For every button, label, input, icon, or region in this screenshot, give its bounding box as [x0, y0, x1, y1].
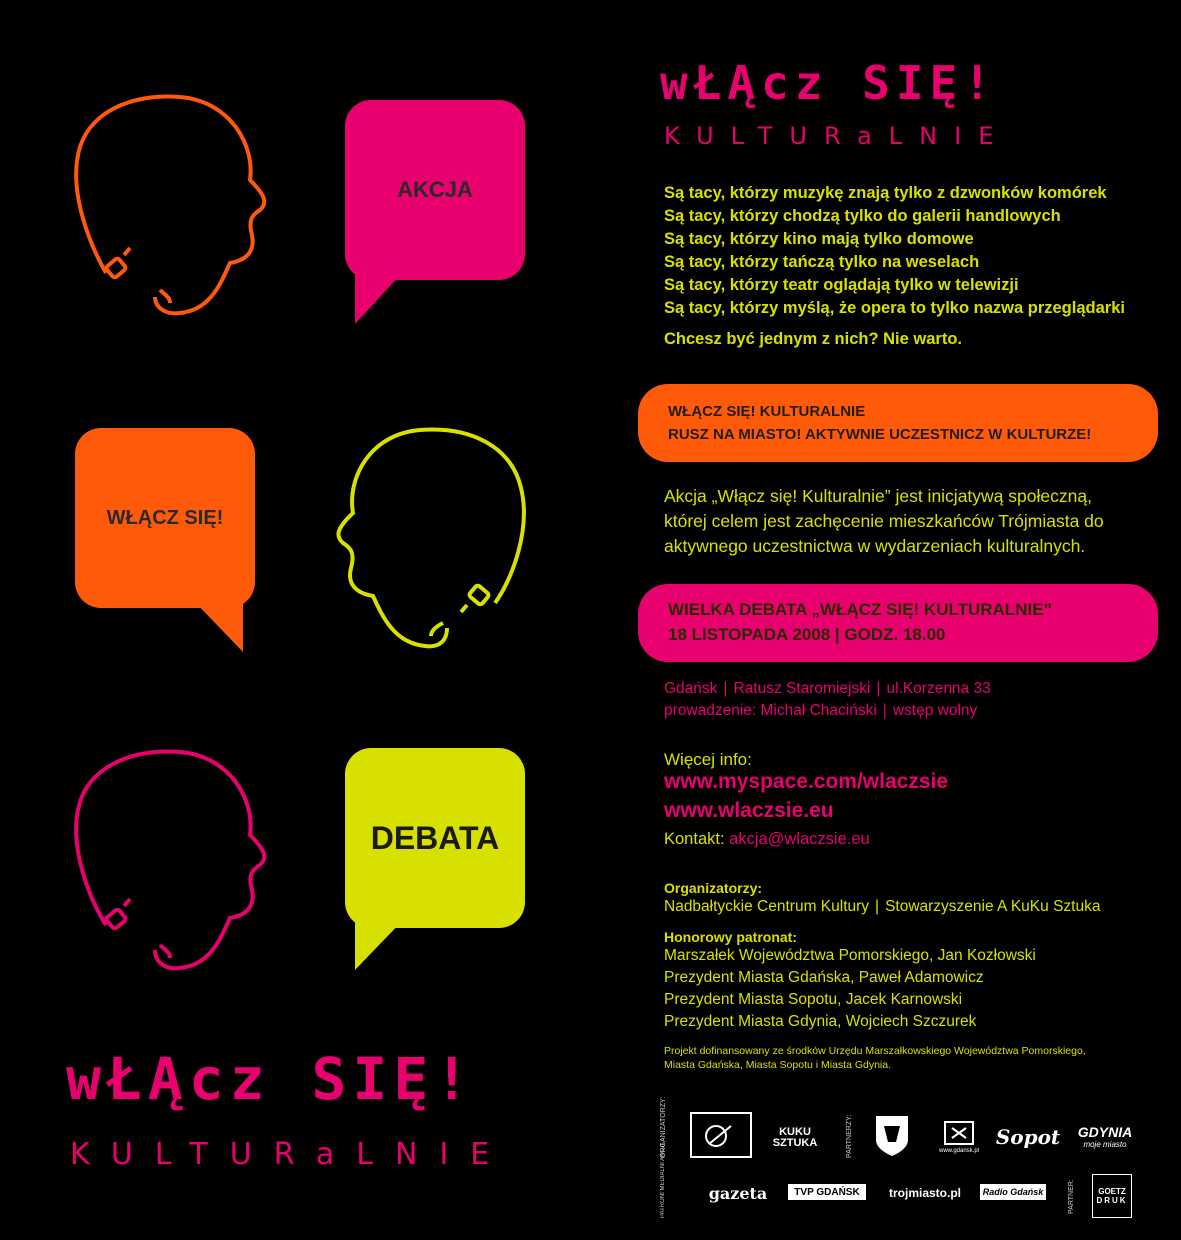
gazeta-logo: gazeta [708, 1183, 768, 1203]
logo-title-bottom: wŁĄcz SIĘ! [66, 1045, 476, 1113]
gdynia-sub: moje miasto [1083, 1139, 1127, 1149]
funding-note [664, 1044, 1086, 1072]
contact [664, 830, 870, 849]
intro-line: Są tacy, którzy myślą, że opera to tylko nazwa przeglądarki [664, 299, 1125, 317]
debate-title: WIELKA DEBATA „WŁĄCZ SIĘ! KULTURALNIE” [668, 600, 1053, 619]
label-organizatorzy: ORGANIZATORZY: [660, 1096, 667, 1158]
gdynia-label: GDYNIA [1077, 1123, 1133, 1140]
slogan-line-1: WŁĄCZ SIĘ! KULTURALNIE [668, 403, 866, 420]
contact-email-link[interactable]: akcja@wlaczsie.eu [729, 830, 870, 848]
link-website[interactable]: www.wlaczsie.eu [664, 799, 834, 822]
description-line: aktywnego uczestnictwa w wydarzeniach kulturalnych. [664, 536, 1086, 556]
logo-title-top: wŁĄcz SIĘ! [660, 56, 997, 110]
patron-item: Marszałek Województwa Pomorskiego, Jan Kozłowski [664, 947, 1036, 964]
intro-line: Są tacy, którzy teatr oglądają tylko w telewizji [664, 276, 1019, 294]
sopot-logo: Sopot [995, 1125, 1061, 1149]
intro-line: Są tacy, którzy kino mają tylko domowe [664, 230, 974, 248]
venue-street: ul.Korzenna 33 [886, 680, 991, 697]
description [664, 484, 1104, 559]
patronage [664, 929, 1036, 1033]
slogan-line-2: RUSZ NA MIASTO! AKTYWNIE UCZESTNICZ W KULTURZE! [668, 426, 1092, 443]
patron-item: Prezydent Miasta Gdańska, Paweł Adamowicz [664, 969, 984, 986]
head-outline-orange-icon [70, 85, 280, 325]
logo-subtitle-bottom: KULTURaLNIE [70, 1137, 512, 1172]
intro-line: Są tacy, którzy muzykę znają tylko z dzwonków komórek [664, 184, 1107, 202]
radio-gdansk-logo: Radio Gdańsk [980, 1184, 1046, 1200]
head-outline-yellow-icon [325, 418, 535, 653]
goetz-label: GOETZ [1098, 1187, 1126, 1196]
speech-bubble-wlacz [75, 428, 255, 608]
description-line: której celem jest zachęcenie mieszkańców Trójmiasta do [664, 511, 1104, 531]
speech-bubble-debata [345, 748, 525, 928]
slogan-pill [638, 384, 1158, 462]
bubble-tail [355, 270, 405, 324]
trojmiasto-logo: trojmiasto.pl [889, 1186, 962, 1200]
label-partnerzy: PARTNERZY: [846, 1114, 853, 1158]
goetz-druk-logo [1092, 1174, 1132, 1218]
bubble-tail [193, 600, 243, 652]
patron-item: Prezydent Miasta Sopotu, Jacek Karnowski [664, 991, 963, 1008]
link-myspace[interactable]: www.myspace.com/wlaczsie [664, 770, 949, 793]
more-info-label: Więcej info: [664, 750, 752, 769]
bubble-debata-label: DEBATA [370, 819, 500, 856]
gdynia-logo [1070, 1112, 1140, 1160]
gdansk-crest-logo [934, 1112, 984, 1160]
nck-logo-icon [690, 1112, 752, 1158]
gdansk-url: www.gdansk.pl [938, 1148, 980, 1154]
speech-bubble-akcja [345, 100, 525, 280]
venue-info: Gdańsk | Ratusz Staromiejski | ul.Korzenna 33 prowadzenie: Michał Chaciński | wstęp wolny [664, 680, 991, 719]
description-line: Akcja „Włącz się! Kulturalnie” jest inicjatywą społeczną, [664, 486, 1092, 506]
venue-place: Ratusz Staromiejski [733, 680, 871, 697]
kuku-sztuka-logo: KUKU SZTUKA [772, 1126, 818, 1149]
label-partner: PARTNER: [1068, 1179, 1075, 1214]
patron-item: Prezydent Miasta Gdynia, Wojciech Szczurek [664, 1013, 977, 1030]
venue-entry: wstęp wolny [892, 702, 978, 719]
tvp-gdansk-logo: TVP GDAŃSK [788, 1184, 866, 1200]
label-patroni: PATRONI MEDIALNI AKCJI: [660, 1142, 666, 1218]
funding-line: Miasta Gdańska, Miasta Sopotu i Miasta Gdynia. [664, 1059, 892, 1071]
pomorskie-crest-icon [872, 1112, 912, 1160]
funding-line: Projekt dofinansowany ze środków Urzędu Marszałkowskiego Województwa Pomorskiego, [664, 1045, 1086, 1057]
venue-host: prowadzenie: Michał Chaciński [664, 702, 877, 719]
intro-line: Są tacy, którzy tańczą tylko na weselach [664, 253, 980, 271]
intro-lines [664, 182, 1125, 320]
patronage-label: Honorowy patronat: [664, 929, 797, 945]
debate-date: 18 LISTOPADA 2008 | GODZ. 18.00 [668, 625, 946, 644]
question-text: Chcesz być jednym z nich? Nie warto. [664, 330, 962, 348]
logo-subtitle-top: KULTURaLNIE [664, 122, 1011, 150]
druk-label: DRUK [1096, 1196, 1128, 1205]
bubble-wlacz-label: WŁĄCZ SIĘ! [106, 506, 224, 529]
venue-city: Gdańsk [664, 680, 718, 697]
debate-pill [638, 584, 1158, 662]
organizer-1: Nadbałtyckie Centrum Kultury [664, 898, 870, 915]
bubble-tail [355, 918, 405, 970]
head-outline-pink-icon [70, 740, 280, 975]
organizer-2: Stowarzyszenie A KuKu Sztuka [885, 898, 1101, 915]
contact-label: Kontakt: [664, 830, 725, 848]
organizers: Organizatorzy: Nadbałtyckie Centrum Kultury | Stowarzyszenie A KuKu Sztuka [664, 880, 1101, 915]
organizers-label: Organizatorzy: [664, 880, 763, 896]
bubble-akcja-label: AKCJA [397, 177, 473, 202]
intro-line: Są tacy, którzy chodzą tylko do galerii handlowych [664, 207, 1061, 225]
